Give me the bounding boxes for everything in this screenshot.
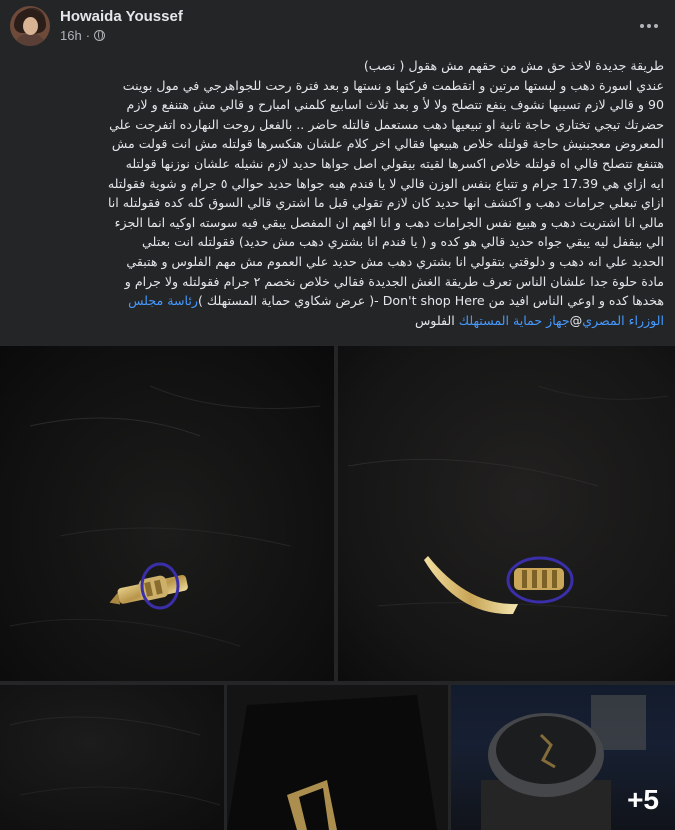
post-text-line (16, 291, 664, 311)
post-text-line: هتنفع تتصلح قالي اه قولتله خلاص اكسرها لقيته بيقولي اصل جواها حديد لازم نشيله علشان نوزنها قولتله (125, 155, 664, 171)
more-options-button[interactable] (633, 10, 665, 42)
post-text-line: ازاي تبعلي جرامات دهب و اكتشف انها حديد كان لازم تقولي قبل ما اشتري قالي السوق كله كده فقولتله انا (107, 195, 664, 211)
post-text-line: مالي انا اشتريت دهب و هبيع نفس الجرامات دهب و انا افهم ان المفصل يبقي فيه سوسته اوكيه انما الجزء (114, 214, 664, 230)
post-text-line: حضرتك تيجي تختاري حاجة تانية او تبيعيها دهب مستعمل قالتله حاضر .. بالفعل روحت النهارده اتفرجت علي (109, 116, 664, 132)
post-text-line: الي بيقفل ليه يبقي جواه حديد قالي هو كده و ( يا فندم انا بشتري دهب مش حديد) فقولتله انت بعتلي (142, 234, 664, 250)
post-text-segment: هخدها كده و اوعي الناس افيد من Don't shop Here -( عرض شكاوي حماية المستهلك ) (197, 293, 664, 309)
post-text-line: عندي اسورة دهب و لبستها مرتين و اتقطمت فركتها و نستها و بعد فترة رحت للجواهرجي في مول بوينت (122, 77, 664, 93)
more-photos-count[interactable]: +5 (627, 784, 659, 815)
mention-link-cabinet[interactable]: رئاسة مجلس (128, 293, 198, 309)
mention-link-consumer-protection[interactable]: جهاز حماية المستهلك (458, 312, 570, 328)
post-text-line: طريقة جديدة لاخذ حق مش من حقهم مش هقول ( نصب) (363, 58, 664, 73)
photo-4[interactable] (227, 685, 448, 830)
bracelet-clasp-open-image (338, 346, 675, 681)
more-horizontal-icon (640, 24, 644, 28)
author-avatar[interactable] (10, 6, 50, 46)
photo-5[interactable] (451, 685, 675, 830)
post-meta (60, 28, 105, 43)
photo-2[interactable] (338, 346, 675, 681)
at-sign: @ (569, 312, 583, 328)
meta-separator: · (85, 28, 91, 43)
bracelet-clasp-image (0, 346, 334, 681)
mention-link-cabinet-cont[interactable]: الوزراء المصري (582, 312, 664, 328)
jewelry-box-image (227, 685, 448, 830)
post-text-line: المعروض معجبنيش حاجة قولتله خلاص هبيعها فقالي اخر كلام علشان هنكسرها قولتله مش انت قولت مش (111, 136, 664, 152)
post-text-line: مادة حلوة جدا علشان الناس تعرف طريقة الغش الجديدة فقالي خلاص نخصم ٢ جرام فقولتله ولا جرام و (124, 273, 664, 289)
photo-1[interactable] (0, 346, 334, 681)
dark-surface-image (0, 685, 224, 830)
photo-grid (0, 346, 675, 830)
post-text-segment: الفلوس (414, 312, 459, 328)
post-text (16, 56, 664, 330)
post-timestamp[interactable]: 16h (60, 28, 82, 43)
post-text-line: الحديد علي انه دهب و دلوقتي بتقولي انا بشتري دهب مش حديد علي العموم مش مهم الفلوس و هتبقي (126, 253, 664, 269)
post-text-line: 90 و قالي لازم تسيبها نشوف ينفع تتصلح ولا لأ و بعد ثلاث اسابيع كلمني امبارح و قالي مش هتنفع و لازم (126, 97, 664, 113)
post-text-line: ايه ازاي هي 17.39 جرام و تتباع بنفس الوزن قالي لا يا فندم هيه جواها حديد حوالي ٥ جرام و شوية فقولتله (107, 175, 664, 191)
post-text-line (16, 311, 664, 331)
globe-icon (94, 30, 105, 41)
photo-3[interactable] (0, 685, 224, 830)
post-header (10, 4, 665, 48)
author-name[interactable]: Howaida Youssef (60, 8, 183, 25)
